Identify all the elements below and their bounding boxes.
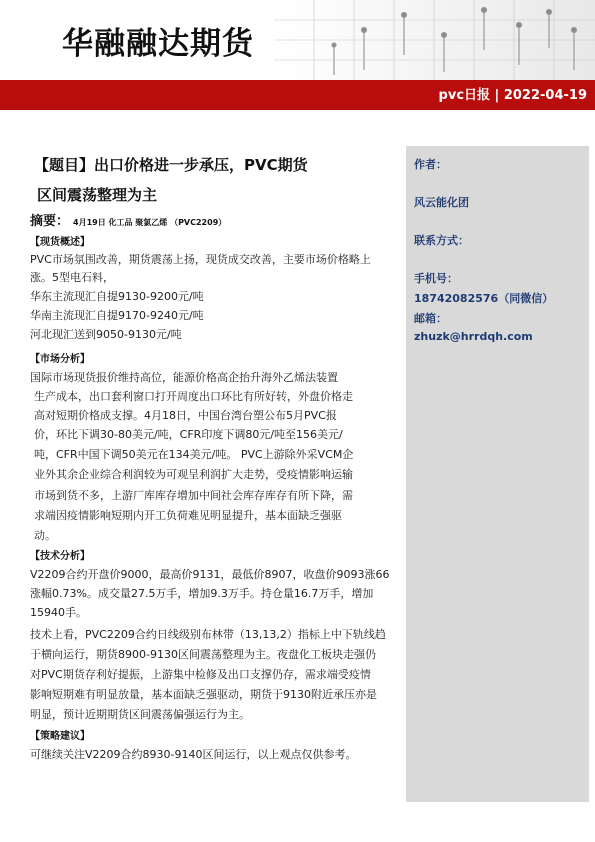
market-line: 业外其余企业综合利润较为可观呈利润扩大走势，受疫情影响运输: [34, 468, 353, 481]
spot-line: PVC市场氛围改善，期货震荡上扬，现货成交改善，主要市场价格略上: [30, 253, 371, 266]
report-title-line1: 【题目】出口价格进一步承压，PVC期货: [34, 156, 308, 174]
technical-line: 对PVC期货存利好提振，上游集中检修及出口支撑仍存，需求端受疫情: [30, 668, 371, 681]
email-label: 邮箱：: [414, 312, 447, 325]
technical-line: 影响短期难有明显放量，基本面缺乏强驱动，期货于9130附近承压亦是: [30, 688, 377, 701]
company-logo: 华融融达期货: [62, 26, 254, 62]
report-header: [0, 0, 595, 80]
section-heading-market: 【市场分析】: [30, 354, 90, 365]
technical-line: 15940手。: [30, 606, 87, 619]
email-link[interactable]: zhuzk@hrrdqh.com: [414, 330, 533, 343]
contact-label: 联系方式：: [414, 234, 469, 247]
author-name: 风云能化团: [414, 196, 469, 209]
market-line: 生产成本，出口套利窗口打开周度出口环比有所好转，外盘价格走: [34, 390, 353, 403]
spot-line: 涨。5型电石料，: [30, 271, 114, 284]
spot-line: 河北现汇送到9050-9130元/吨: [30, 328, 182, 341]
technical-line: 明显，预计近期期货区间震荡偏强运行为主。: [30, 708, 250, 721]
report-title-line2: 区间震荡整理为主: [37, 186, 158, 204]
section-heading-strategy: 【策略建议】: [30, 731, 90, 742]
section-heading-spot: 【现货概述】: [30, 237, 90, 248]
market-line: 高对短期价格成支撑。4月18日，中国台湾台塑公布5月PVC报: [34, 409, 337, 422]
technical-line: 技术上看，PVC2209合约日线级别布林带（13,13,2）指标上中下轨线趋: [30, 628, 386, 641]
section-heading-technical: 【技术分析】: [30, 551, 90, 562]
spot-line: 华南主流现汇自提9170-9240元/吨: [30, 309, 204, 322]
strategy-line: 可继续关注V2209合约8930-9140区间运行，以上观点仅供参考。: [30, 748, 357, 761]
author-sidebar: [406, 146, 589, 802]
abstract-label: 摘要：: [30, 214, 70, 229]
market-line: 吨，CFR中国下调50美元在134美元/吨。 PVC上游除外采VCM企: [34, 448, 354, 461]
market-line: 国际市场现货报价维持高位，能源价格高企抬升海外乙烯法装置: [30, 371, 338, 384]
market-line: 价，环比下调30-80美元/吨，CFR印度下调80元/吨至156美元/: [34, 428, 343, 441]
abstract-meta: 4月19日 化工品 聚氯乙烯 （PVC2209）: [73, 218, 227, 227]
technical-line: 涨幅0.73%。成交量27.5万手，增加9.3万手。持仓量16.7万手，增加: [30, 587, 374, 600]
spot-line: 华东主流现汇自提9130-9200元/吨: [30, 290, 204, 303]
report-type-date: pvc日报 | 2022-04-19: [438, 88, 587, 103]
phone-label: 手机号：: [414, 272, 458, 285]
technical-line: 于横向运行，期货8900-9130区间震荡整理为主。夜盘化工板块走强仍: [30, 648, 376, 661]
decorative-pattern: [274, 0, 595, 80]
abstract: [30, 210, 226, 229]
technical-line: V2209合约开盘价9000，最高价9131，最低价8907，收盘价9093涨66: [30, 568, 390, 581]
market-line: 市场到货不多，上游厂库库存增加中间社会库存库存有所下降，需: [34, 489, 353, 502]
market-line: 求端因疫情影响短期内开工负荷难见明显提升，基本面缺乏强驱: [34, 509, 342, 522]
author-label: 作者：: [414, 158, 447, 171]
phone-value: 18742082576（同微信）: [414, 292, 554, 305]
market-line: 动。: [34, 529, 56, 542]
